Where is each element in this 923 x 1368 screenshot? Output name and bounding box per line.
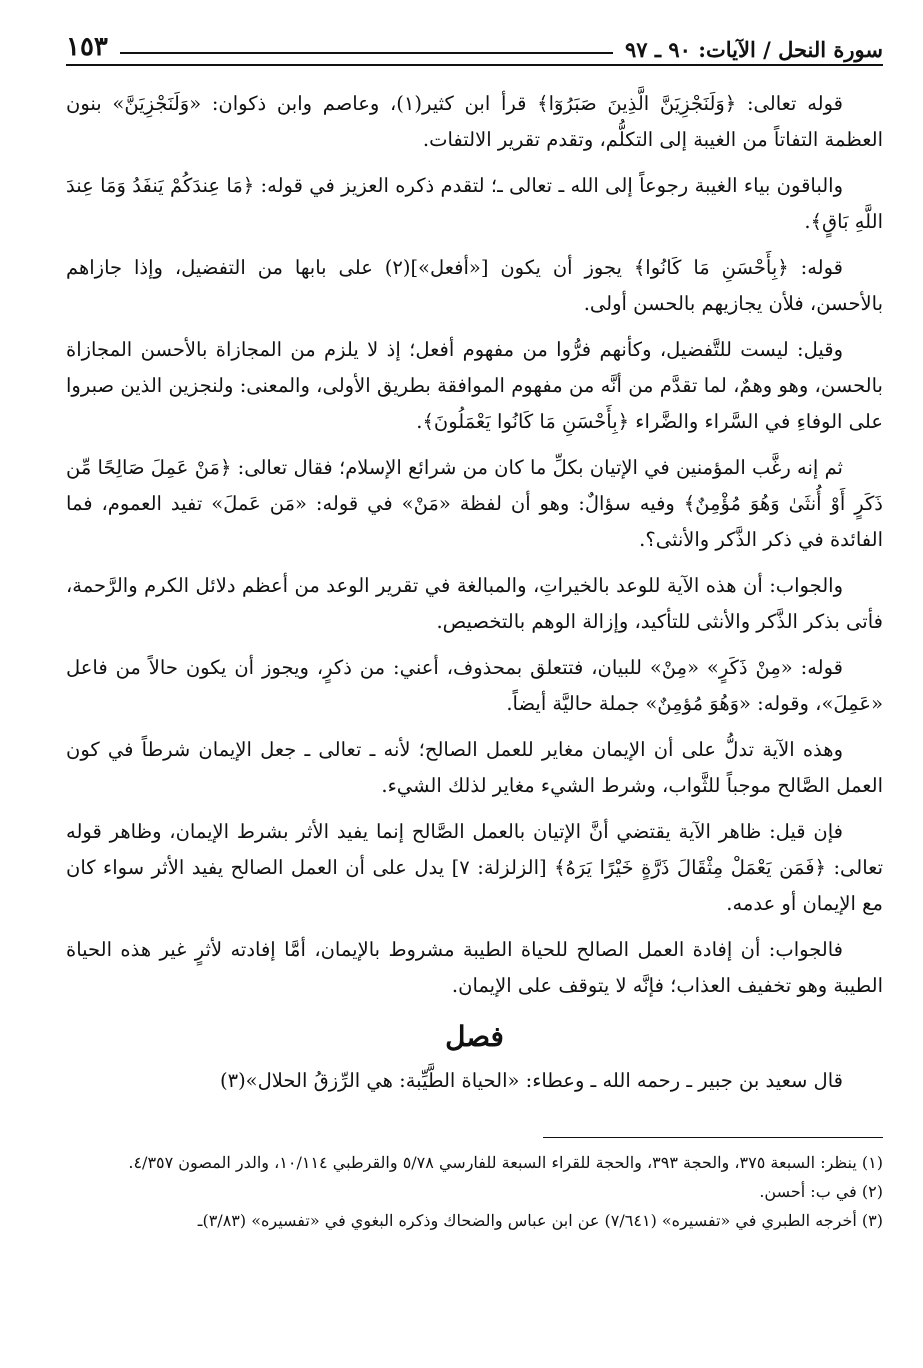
paragraph-5: ثم إنه رغَّب المؤمنين في الإتيان بكلِّ ما كان من شرائع الإسلام؛ فقال تعالى: ﴿مَنْ عَمِلَ صَالِحًا مِّن ذَكَرٍ أَوْ أُنثَىٰ وَهُوَ مُؤْمِنٌ﴾ وفيه سؤالٌ: وهو أن لفظة «مَنْ» في قوله: «مَن عَملَ» تفيد العموم، فما الفائدة في ذكر الذَّكر والأنثى؟. — [66, 456, 883, 551]
paragraph-7: قوله: «مِنْ ذَكَرٍ» «مِنْ» للبيان، فتتعلق بمحذوف، أعني: من ذكرٍ، ويجوز أن يكون حالاً من فاعل «عَمِلَ»، وقوله: «وَهُوَ مُؤمِنٌ» جملة حاليَّة أيضاً. — [66, 656, 883, 715]
page-body — [66, 86, 883, 1235]
header-rule — [120, 52, 613, 54]
footnotes — [66, 1148, 883, 1235]
paragraph-2: والباقون بياء الغيبة رجوعاً إلى الله ـ تعالى ـ؛ لتقدم ذكره العزيز في قوله: ﴿مَا عِندَكُمْ يَنفَدُ وَمَا عِندَ اللَّهِ بَاقٍ﴾. — [66, 174, 883, 233]
paragraph-4: وقيل: ليست للتَّفضيل، وكأنهم فرُّوا من مفهوم أفعل؛ إذ لا يلزم من المجازاة بالأحسن المجازاة بالحسن، وهو وهمٌ، لما تقدَّم من أنَّه من مفهوم الموافقة بطريق الأولى، والمعنى: ولنجزين الذين صبروا على الوفاءِ في السَّراء والضَّراء ﴿بِأَحْسَنِ مَا كَانُوا يَعْمَلُونَ﴾. — [66, 338, 883, 433]
footnote-divider — [543, 1137, 883, 1138]
paragraph-1: قوله تعالى: ﴿وَلَنَجْزِيَنَّ الَّذِينَ صَبَرُوٓا﴾ قرأ ابن كثير(١)، وعاصم وابن ذكوان: «وَلَنَجْزِيَنَّ» بنون العظمة التفاتاً من الغيبة إلى التكلُّم، وتقدم تقرير الالتفات. — [66, 92, 883, 151]
footnote-2: (٢) في ب: أحسن. — [759, 1182, 883, 1201]
section-heading: فصل — [445, 1020, 504, 1053]
footnote-1: (١) ينظر: السبعة ٣٧٥، والحجة ٣٩٣، والحجة للقراء السبعة للفارسي ٥/٧٨ والقرطبي ١٠/١١٤، والدر المصون ٤/٣٥٧. — [128, 1153, 883, 1172]
paragraph-8: وهذه الآية تدلُّ على أن الإيمان مغاير للعمل الصالح؛ لأنه ـ تعالى ـ جعل الإيمان شرطاً في كون العمل الصَّالح موجباً للثَّواب، وشرط الشيء مغاير لذلك الشيء. — [66, 738, 883, 797]
page-number: ١٥٣ — [66, 32, 108, 62]
paragraph-6: والجواب: أن هذه الآية للوعد بالخيراتِ، والمبالغة في تقرير الوعد من أعظم دلائل الكرم والرَّحمة، فأتى بذكر الذَّكر والأنثى للتأكيد، وإزالة الوهم بالتخصيص. — [66, 574, 883, 633]
footnote-3: (٣) أخرجه الطبري في «تفسيره» (٧/٦٤١) عن ابن عباس والضحاك وذكره البغوي في «تفسيره» (٣/٨٣)ـ — [197, 1211, 883, 1230]
paragraph-10: فالجواب: أن إفادة العمل الصالح للحياة الطيبة مشروط بالإيمان، أمَّا إفادته لأثرٍ غير هذه الحياة الطيبة وهو تخفيف العذاب؛ فإنَّه لا يتوقف على الإيمان. — [66, 938, 883, 997]
header-title: سورة النحل / الآيات: ٩٠ ـ ٩٧ — [624, 37, 883, 62]
final-paragraph: قال سعيد بن جبير ـ رحمه الله ـ وعطاء: «الحياة الطَّيِّبة: هي الرِّزقُ الحلال»(٣) — [219, 1069, 843, 1092]
paragraph-3: قوله: ﴿بِأَحْسَنِ مَا كَانُوا﴾ يجوز أن يكون [«أفعل»](٢) على بابها من التفضيل، وإذا جازاهم بالأحسن، فلأن يجازيهم بالحسن أولى. — [66, 256, 883, 315]
running-header — [66, 22, 883, 66]
paragraph-9: فإن قيل: ظاهر الآية يقتضي أنَّ الإتيان بالعمل الصَّالح إنما يفيد الأثر بشرط الإيمان، وظاهر قوله تعالى: ﴿فَمَن يَعْمَلْ مِثْقَالَ ذَرَّةٍ خَيْرًا يَرَهُ﴾ [الزلزلة: ٧] يدل على أن العمل الصالح يفيد الأثر سواء كان مع الإيمان أو عدمه. — [66, 820, 883, 915]
